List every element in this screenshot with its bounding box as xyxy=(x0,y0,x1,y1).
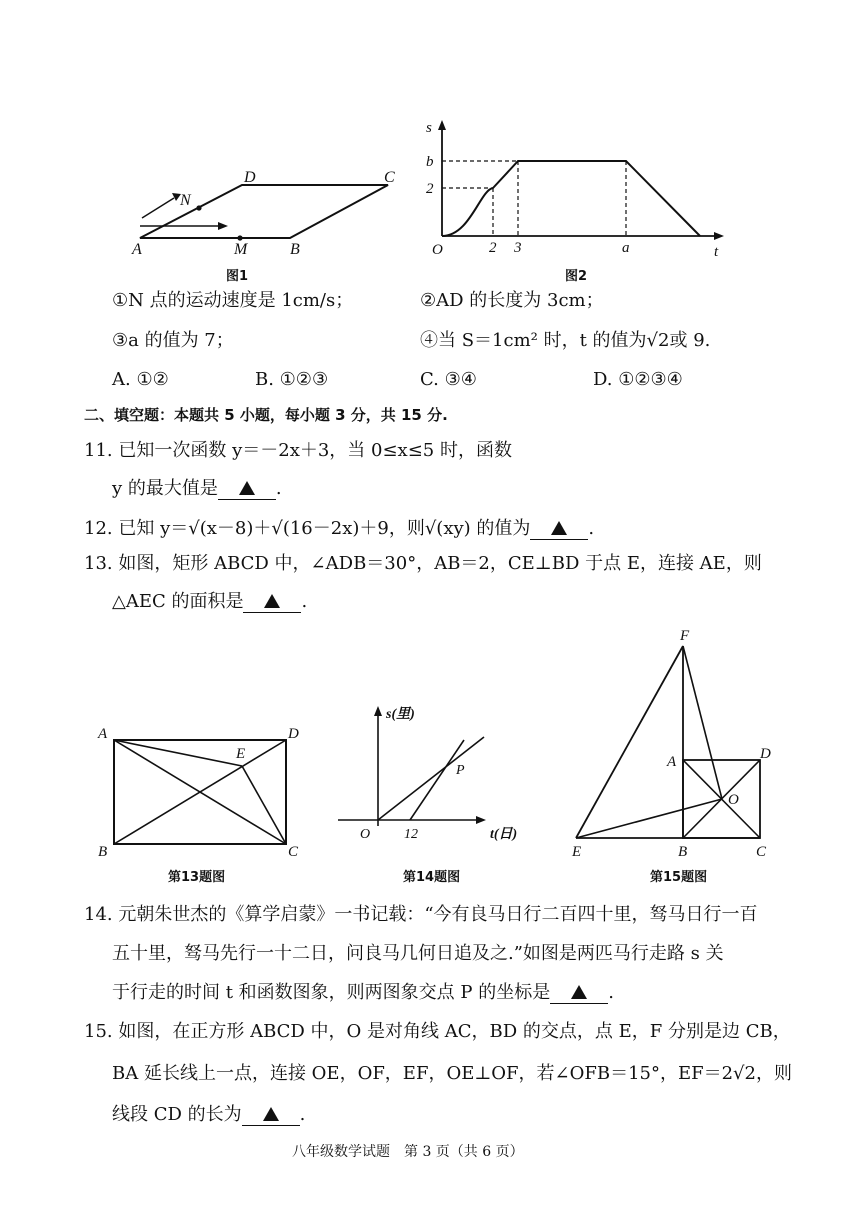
fig2-y-axis-label: s xyxy=(426,120,432,136)
fig2-tick-b: b xyxy=(426,154,434,170)
fig2-origin-label: O xyxy=(432,242,443,258)
q10-option-b: B. ①②③ xyxy=(255,369,329,390)
q15-line-2: BA 延长线上一点，连接 OE，OF，EF，OE⊥OF，若∠OFB＝15°，EF＝2√2，则 xyxy=(112,1063,792,1084)
fig14-label-p: P xyxy=(456,763,465,778)
q12-answer-blank[interactable] xyxy=(530,519,588,540)
fig13-label-d: D xyxy=(288,726,299,742)
fig2-tick-2x: 2 xyxy=(489,240,497,256)
q14-line-1: 14. 元朝朱世杰的《算学启蒙》一书记载：“今有良马日行二百四十里，驽马日行一百 xyxy=(84,904,758,925)
figure-15-caption: 第15题图 xyxy=(650,870,708,885)
fig2-tick-3: 3 xyxy=(514,240,522,256)
q12-text: 12. 已知 y＝√(x－8)＋√(16－2x)＋9，则√(xy) 的值为 xyxy=(84,518,531,539)
page-footer: 八年级数学试题 第 3 页（共 6 页） xyxy=(292,1144,524,1160)
q11-answer-blank[interactable] xyxy=(218,479,276,500)
fig13-label-c: C xyxy=(288,844,299,860)
fig15-label-b: B xyxy=(678,844,688,860)
q10-option-a: A. ①② xyxy=(112,369,169,390)
triangle-marker-icon xyxy=(263,1107,279,1121)
fig15-label-f: F xyxy=(680,628,690,644)
fig1-label-a: A xyxy=(132,241,142,258)
q14-period: . xyxy=(608,982,614,1003)
figure-13-caption: 第13题图 xyxy=(168,870,226,885)
q10-statement-1: ①N 点的运动速度是 1cm/s； xyxy=(112,290,354,311)
figure-13-diagram xyxy=(94,720,314,860)
fig1-label-d: D xyxy=(244,169,256,186)
fig1-label-c: C xyxy=(384,169,395,186)
q13-period: . xyxy=(301,591,308,612)
q14-answer-blank[interactable] xyxy=(550,983,608,1004)
fig14-y-axis-label: s(里) xyxy=(386,707,415,722)
triangle-marker-icon xyxy=(264,594,280,608)
fig1-label-b: B xyxy=(290,241,300,258)
figure-14-caption: 第14题图 xyxy=(403,870,461,885)
figure-2-graph xyxy=(418,118,738,260)
fig15-label-a: A xyxy=(667,754,677,770)
q15-line-1: 15. 如图，在正方形 ABCD 中，O 是对角线 AC，BD 的交点，点 E，F 分别是边 CB， xyxy=(84,1021,791,1042)
triangle-marker-icon xyxy=(571,985,587,999)
triangle-marker-icon xyxy=(551,521,567,535)
q10-statement-4: ④当 S＝1cm² 时，t 的值为√2或 9. xyxy=(420,330,711,351)
q14-line-2: 五十里，驽马先行一十二日，问良马几何日追及之.”如图是两匹马行走路 s 关 xyxy=(112,943,724,964)
fig13-label-b: B xyxy=(98,844,108,860)
fig13-label-e: E xyxy=(236,746,246,762)
fig1-label-n: N xyxy=(180,192,191,209)
q14-line-3 xyxy=(112,982,614,1004)
q10-option-c: C. ③④ xyxy=(420,369,477,390)
triangle-marker-icon xyxy=(239,481,255,495)
fig15-label-e: E xyxy=(572,844,582,860)
fig2-tick-2y: 2 xyxy=(426,181,434,197)
q15-line-3 xyxy=(112,1104,305,1126)
q13-line-1: 13. 如图，矩形 ABCD 中，∠ADB＝30°，AB＝2，CE⊥BD 于点 E，连接 AE，则 xyxy=(84,553,762,574)
q10-option-d: D. ①②③④ xyxy=(593,369,683,390)
fig2-tick-a: a xyxy=(622,240,630,256)
fig14-origin-label: O xyxy=(360,827,371,842)
fig2-x-axis-label: t xyxy=(714,244,719,260)
q11-period: . xyxy=(275,478,282,499)
q11-text: y 的最大值是 xyxy=(112,478,218,499)
q14-text: 于行走的时间 t 和函数图象，则两图象交点 P 的坐标是 xyxy=(112,982,551,1003)
q15-answer-blank[interactable] xyxy=(242,1105,300,1126)
q11-line-2 xyxy=(112,478,282,500)
figure-1-caption: 图1 xyxy=(226,269,249,284)
figure-1-diagram xyxy=(130,160,410,260)
fig14-x-tick-12: 12 xyxy=(404,827,418,842)
q15-period: . xyxy=(299,1104,306,1125)
figure-15-diagram xyxy=(566,624,786,860)
section-2-title: 二、填空题：本题共 5 小题，每小题 3 分，共 15 分. xyxy=(84,406,448,424)
fig14-x-axis-label: t(日) xyxy=(490,827,518,842)
q13-answer-blank[interactable] xyxy=(243,592,301,613)
q11-line-1: 11. 已知一次函数 y＝－2x＋3，当 0≤x≤5 时，函数 xyxy=(84,440,512,461)
fig15-label-d: D xyxy=(760,746,771,762)
figure-14-graph xyxy=(330,700,540,860)
q13-line-2 xyxy=(112,591,307,613)
q12-line-1 xyxy=(84,518,594,540)
figure-2-caption: 图2 xyxy=(565,269,588,284)
fig13-label-a: A xyxy=(98,726,108,742)
fig1-label-m: M xyxy=(234,241,248,258)
q10-statement-2: ②AD 的长度为 3cm； xyxy=(420,290,604,311)
fig15-label-o: O xyxy=(728,792,739,808)
q13-text: △AEC 的面积是 xyxy=(112,591,244,612)
fig15-label-c: C xyxy=(756,844,767,860)
q12-period: . xyxy=(588,518,595,539)
q10-statement-3: ③a 的值为 7； xyxy=(112,330,234,351)
q15-text: 线段 CD 的长为 xyxy=(112,1104,242,1125)
